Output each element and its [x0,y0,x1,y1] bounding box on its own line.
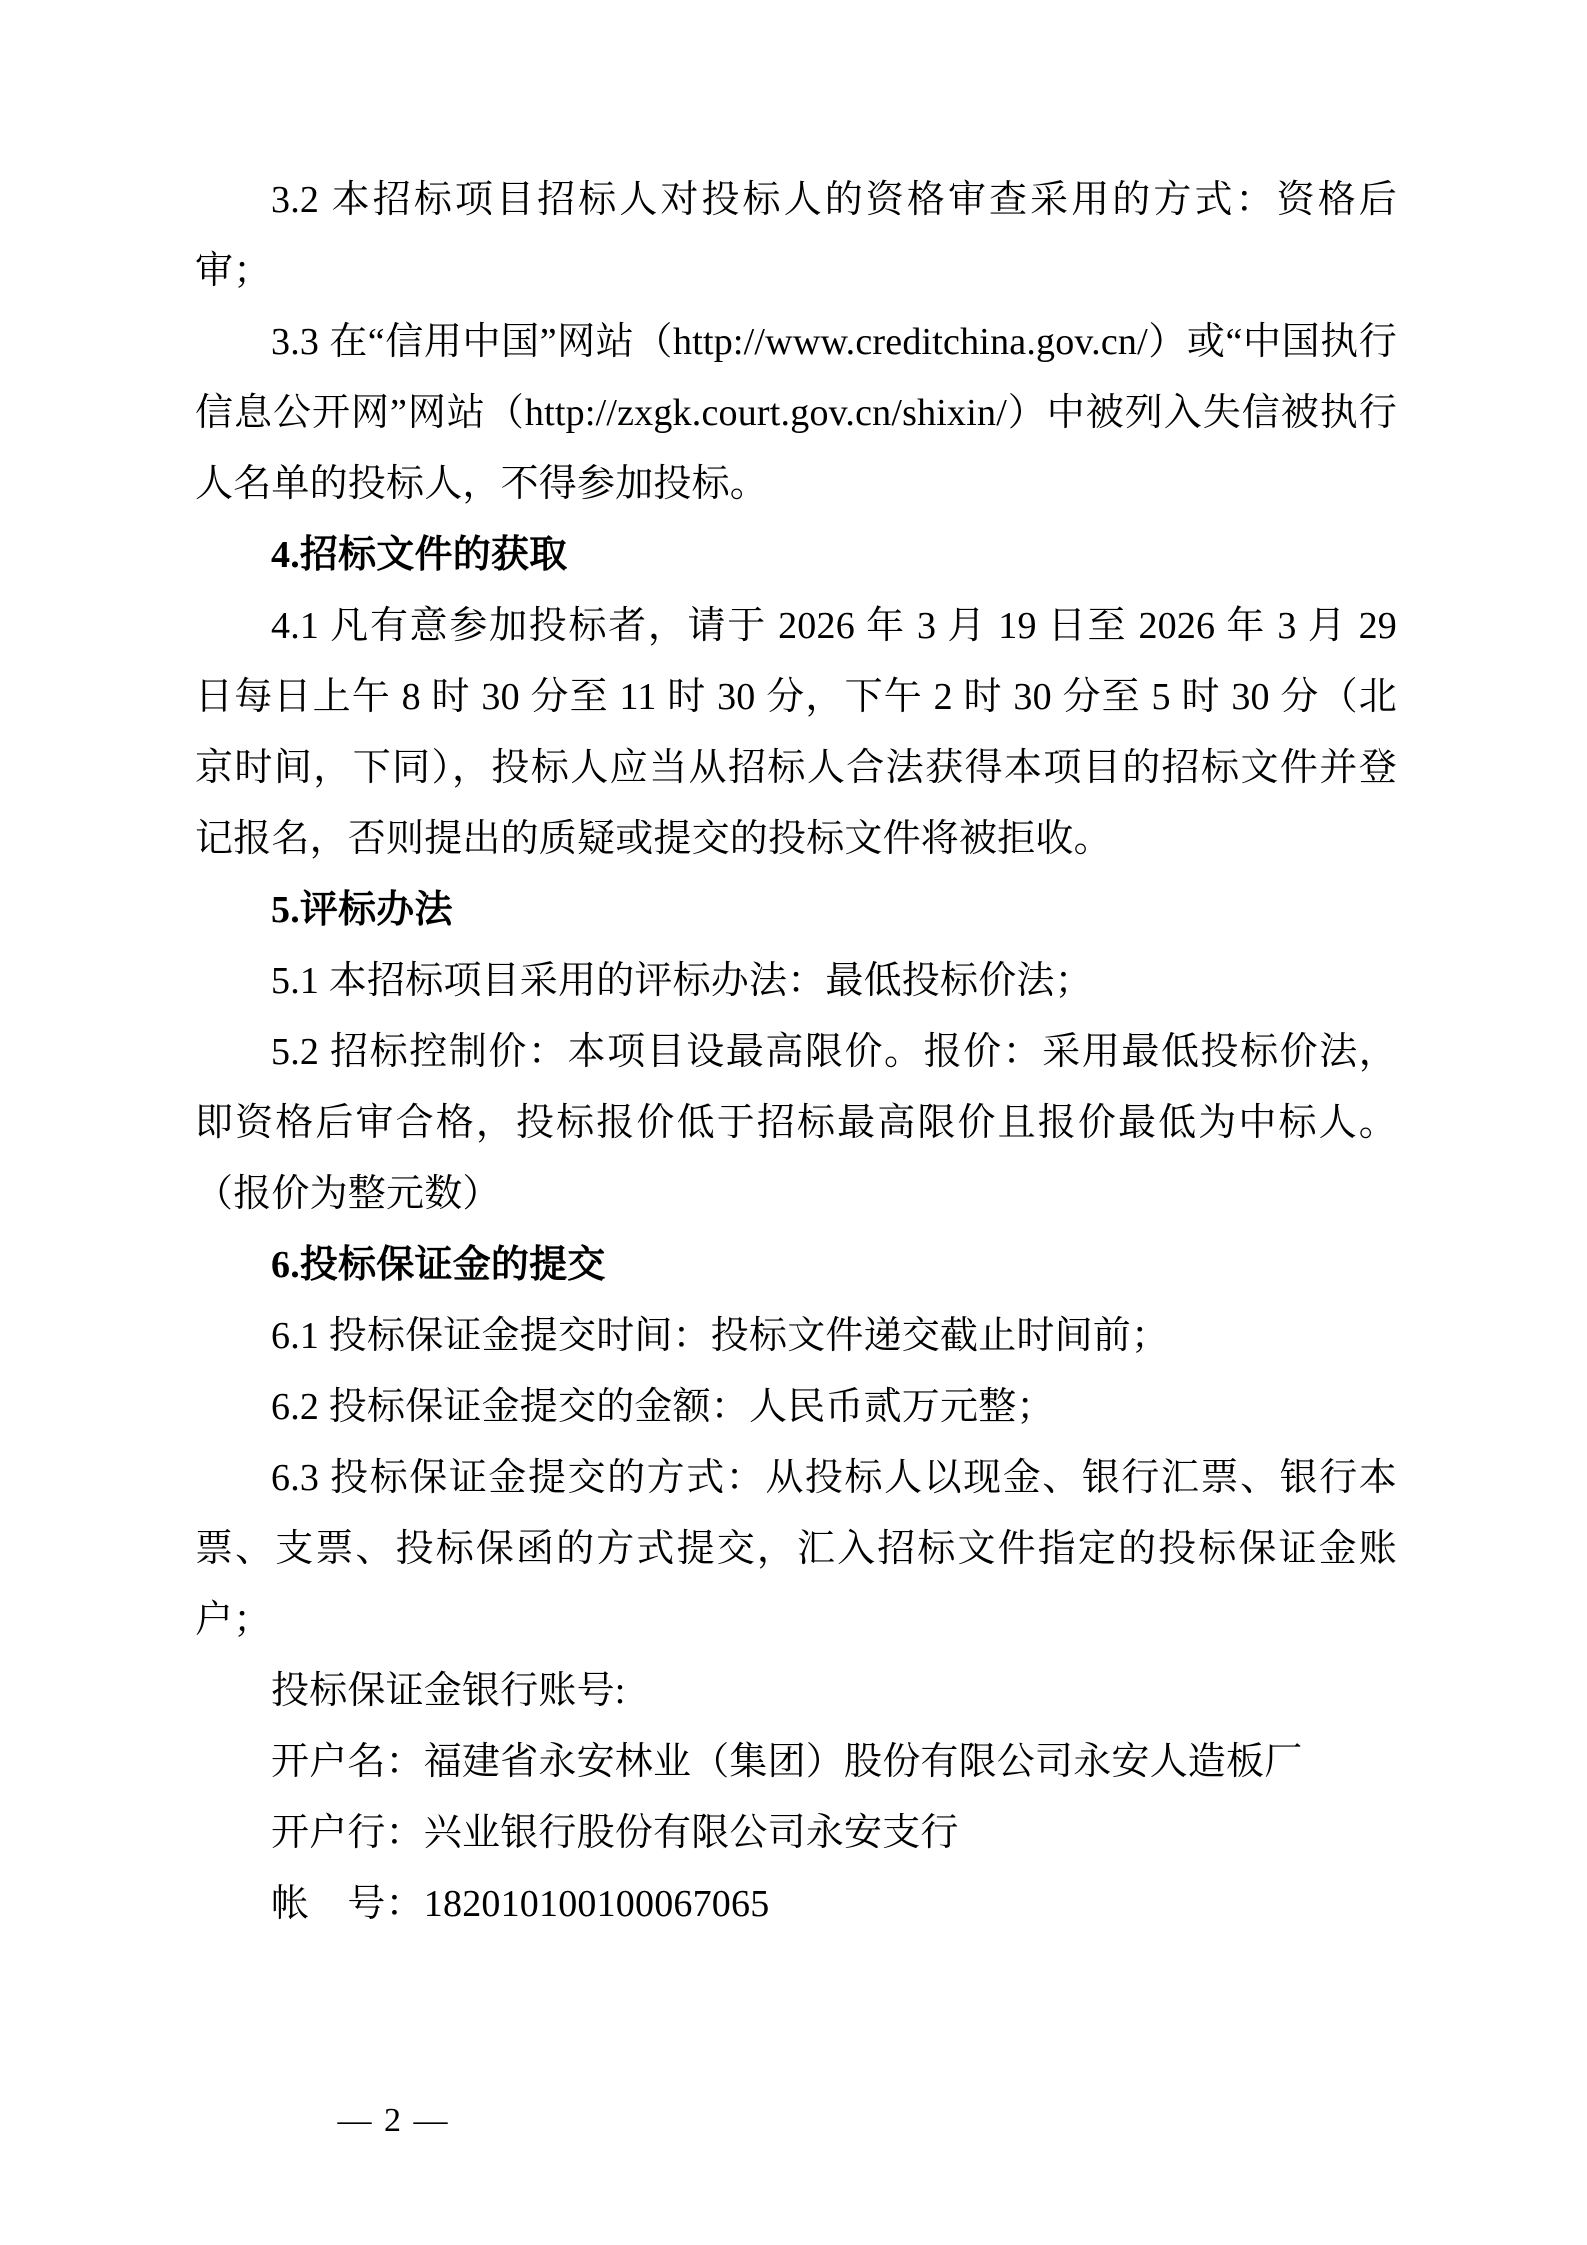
paragraph-5-1: 5.1 本招标项目采用的评标办法：最低投标价法； [271,960,1093,1002]
page-number: — 2 — [337,2102,450,2139]
paragraph-6-1: 6.1 投标保证金提交时间：投标文件递交截止时间前； [271,1315,1170,1357]
paragraph-4-1: 4.1 凡有意参加投标者，请于 2026 年 3 月 19 日至 2026 年 3 月 29 日每日上午 8 时 30 分至 11 时 30 分，下午 2 时 30 分至 5 时 30 分（北京时间，下同），投标人应当从招标人合法获得本项目的招标文件并登记报名，否则提出的质疑或提交的投标文件将被拒收。 [195,605,1397,860]
paragraph-3-2: 3.2 本招标项目招标人对投标人的资格审查采用的方式：资格后审； [195,179,1397,292]
bank-account-number: 帐 号：182010100100067065 [271,1883,770,1925]
section-heading-6: 6.投标保证金的提交 [271,1244,606,1286]
paragraph-6-2: 6.2 投标保证金提交的金额：人民币贰万元整； [271,1386,1055,1428]
bank-account-name: 开户名：福建省永安林业（集团）股份有限公司永安人造板厂 [271,1741,1303,1783]
section-heading-5: 5.评标办法 [271,889,453,931]
paragraph-3-3: 3.3 在“信用中国”网站（http://www.creditchina.gov.cn/）或“中国执行信息公开网”网站（http://zxgk.court.gov.cn/shixin/）中被列入失信被执行人名单的投标人，不得参加投标。 [195,321,1397,505]
bank-branch-name: 开户行：兴业银行股份有限公司永安支行 [271,1812,959,1854]
section-heading-4: 4.招标文件的获取 [271,534,568,576]
bank-account-label: 投标保证金银行账号: [271,1670,626,1712]
paragraph-5-2: 5.2 招标控制价：本项目设最高限价。报价：采用最低投标价法，即资格后审合格，投标报价低于招标最高限价且报价最低为中标人。（报价为整元数） [195,1031,1397,1215]
paragraph-6-3: 6.3 投标保证金提交的方式：从投标人以现金、银行汇票、银行本票、支票、投标保函的方式提交，汇入招标文件指定的投标保证金账户； [195,1457,1397,1641]
document-body [195,165,1397,1940]
